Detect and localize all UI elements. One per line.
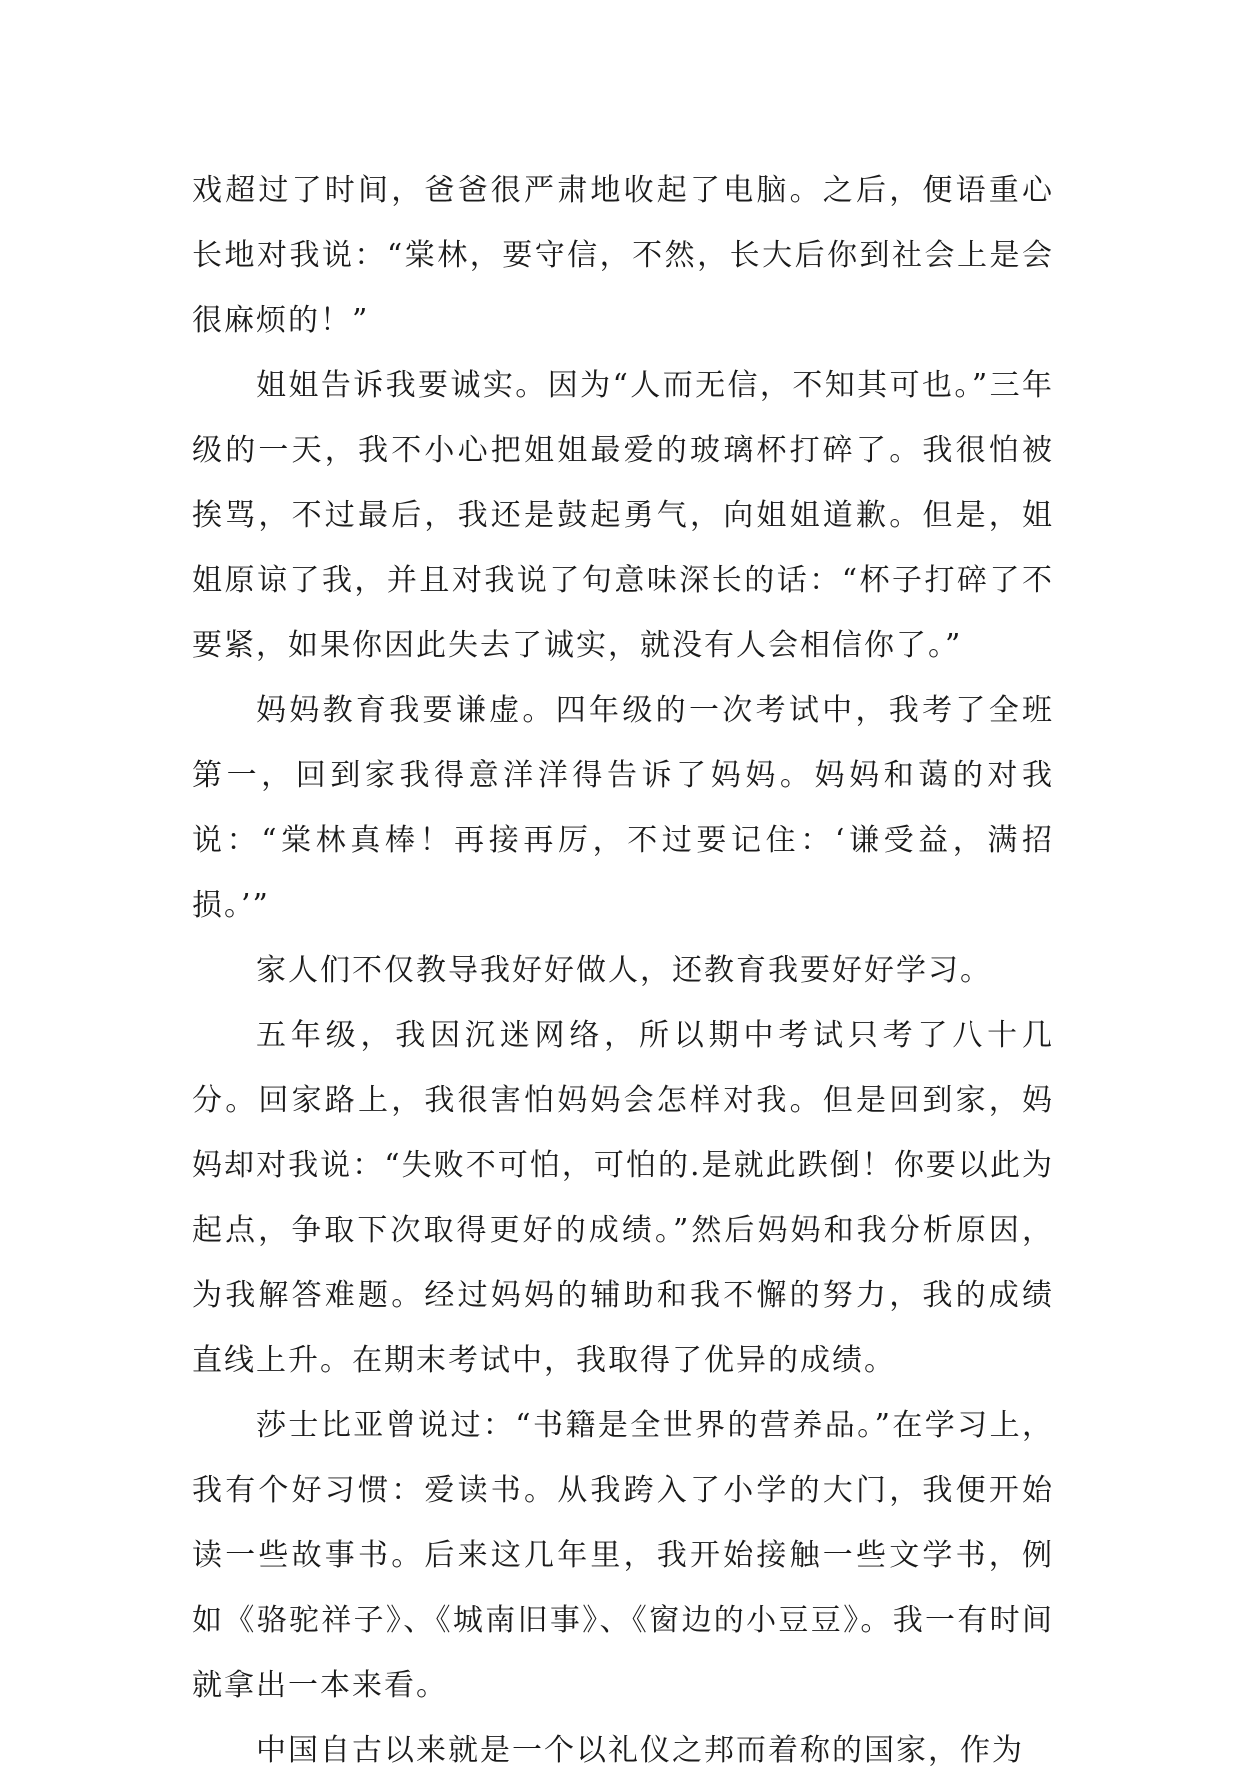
paragraph-3: 妈妈教育我要谦虚。四年级的一次考试中，我考了全班第一，回到家我得意洋洋得告诉了妈妈。妈妈和蔼的对我说：“棠林真棒！再接再厉，不过要记住：‘谦受益，满招损。’” xyxy=(192,693,1054,923)
essay-body xyxy=(192,158,1054,1783)
paragraph-7: 中国自古以来就是一个以礼仪之邦而着称的国家，作为 xyxy=(256,1733,1024,1768)
paragraph-2: 姐姐告诉我要诚实。因为“人而无信，不知其可也。”三年级的一天，我不小心把姐姐最爱的玻璃杯打碎了。我很怕被挨骂，不过最后，我还是鼓起勇气，向姐姐道歉。但是，姐姐原谅了我，并且对我说了句意味深长的话：“杯子打碎了不要紧，如果你因此失去了诚实，就没有人会相信你了。” xyxy=(192,368,1054,663)
paragraph-1: 戏超过了时间，爸爸很严肃地收起了电脑。之后，便语重心长地对我说：“棠林，要守信，不然，长大后你到社会上是会很麻烦的！” xyxy=(192,173,1054,338)
paragraph-5: 五年级，我因沉迷网络，所以期中考试只考了八十几分。回家路上，我很害怕妈妈会怎样对我。但是回到家，妈妈却对我说：“失败不可怕，可怕的.是就此跌倒！你要以此为起点，争取下次取得更好的成绩。”然后妈妈和我分析原因，为我解答难题。经过妈妈的辅助和我不懈的努力，我的成绩直线上升。在期末考试中，我取得了优异的成绩。 xyxy=(192,1018,1054,1378)
paragraph-4: 家人们不仅教导我好好做人，还教育我要好好学习。 xyxy=(256,953,992,988)
paragraph-6: 莎士比亚曾说过：“书籍是全世界的营养品。”在学习上，我有个好习惯：爱读书。从我跨入了小学的大门，我便开始读一些故事书。后来这几年里，我开始接触一些文学书，例如《骆驼祥子》、《城南旧事》、《窗边的小豆豆》。我一有时间就拿出一本来看。 xyxy=(192,1408,1054,1703)
